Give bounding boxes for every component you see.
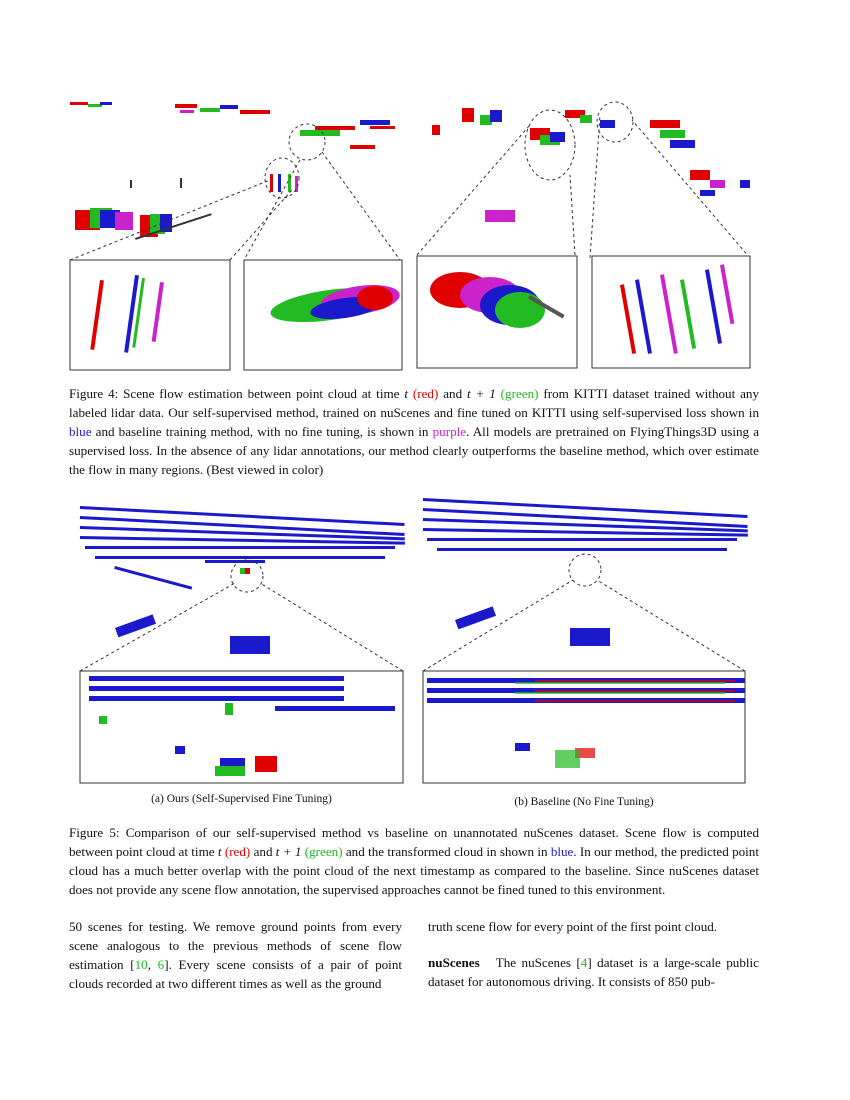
section-heading: nuScenes: [428, 955, 480, 970]
figure-5-label: Figure 5:: [69, 825, 120, 840]
kitti-right-scene: [417, 102, 750, 368]
figure-5b-subcaption: (b) Baseline (No Fine Tuning): [514, 796, 654, 808]
nuscenes-ours-panel: [80, 506, 405, 783]
nuscenes-paragraph: nuScenes The nuScenes [4] dataset is a large-scale public dataset for autonomous driving. It consists of 850 pub-: [428, 955, 759, 989]
kitti-left-scene: [70, 102, 402, 370]
figure-4-graphic: [60, 90, 760, 375]
citation-link[interactable]: 6: [157, 957, 165, 972]
citation-link[interactable]: 10: [134, 957, 148, 972]
body-right-column: truth scene flow for every point of the first point cloud. nuScenes The nuScenes [4] dataset is a large-scale public dataset for autonomous driving. It consists of 850 pub-: [428, 919, 759, 989]
figure-4: [60, 90, 760, 375]
figure-5-caption: Figure 5: Comparison of our self-supervised method vs baseline on unannotated nuScenes dataset. Scene flow is computed between point cloud at time t (red) and t + 1 (green) and the transformed cloud in shown in blue. In our method, the predicted point cloud has a much better overlap with the point cloud of the next timestamp as compared to the baseline. Since nuScenes dataset does not provide any scene flow annotation, the supervised approaches cannot be fined tuned to this environment.: [69, 825, 759, 897]
figure-5: [75, 488, 755, 788]
figure-5-graphic: [75, 488, 755, 788]
figure-4-label: Figure 4:: [69, 386, 119, 401]
citation-link[interactable]: 4: [580, 955, 588, 970]
body-left-column: 50 scenes for testing. We remove ground points from every scene analogous to the previous methods of scene flow estimation [10, 6]. Every scene consists of a pair of point clouds recorded at two different times as well as the ground: [69, 919, 403, 991]
figure-4-caption: Figure 4: Scene flow estimation between point cloud at time t (red) and t + 1 (green) from KITTI dataset trained without any labeled lidar data. Our self-supervised method, trained on nuScenes and fine tuned on KITTI using self-supervised loss shown in blue and baseline training method, with no fine tuning, is shown in purple. All models are pretrained on FlyingThings3D using a supervised loss. In the absence of any lidar annotations, our method clearly outperforms the baseline method, which over estimate the flow in many regions. (Best viewed in color): [69, 386, 760, 477]
nuscenes-baseline-panel: [423, 498, 748, 783]
figure-5a-subcaption: (a) Ours (Self-Supervised Fine Tuning): [151, 793, 332, 805]
